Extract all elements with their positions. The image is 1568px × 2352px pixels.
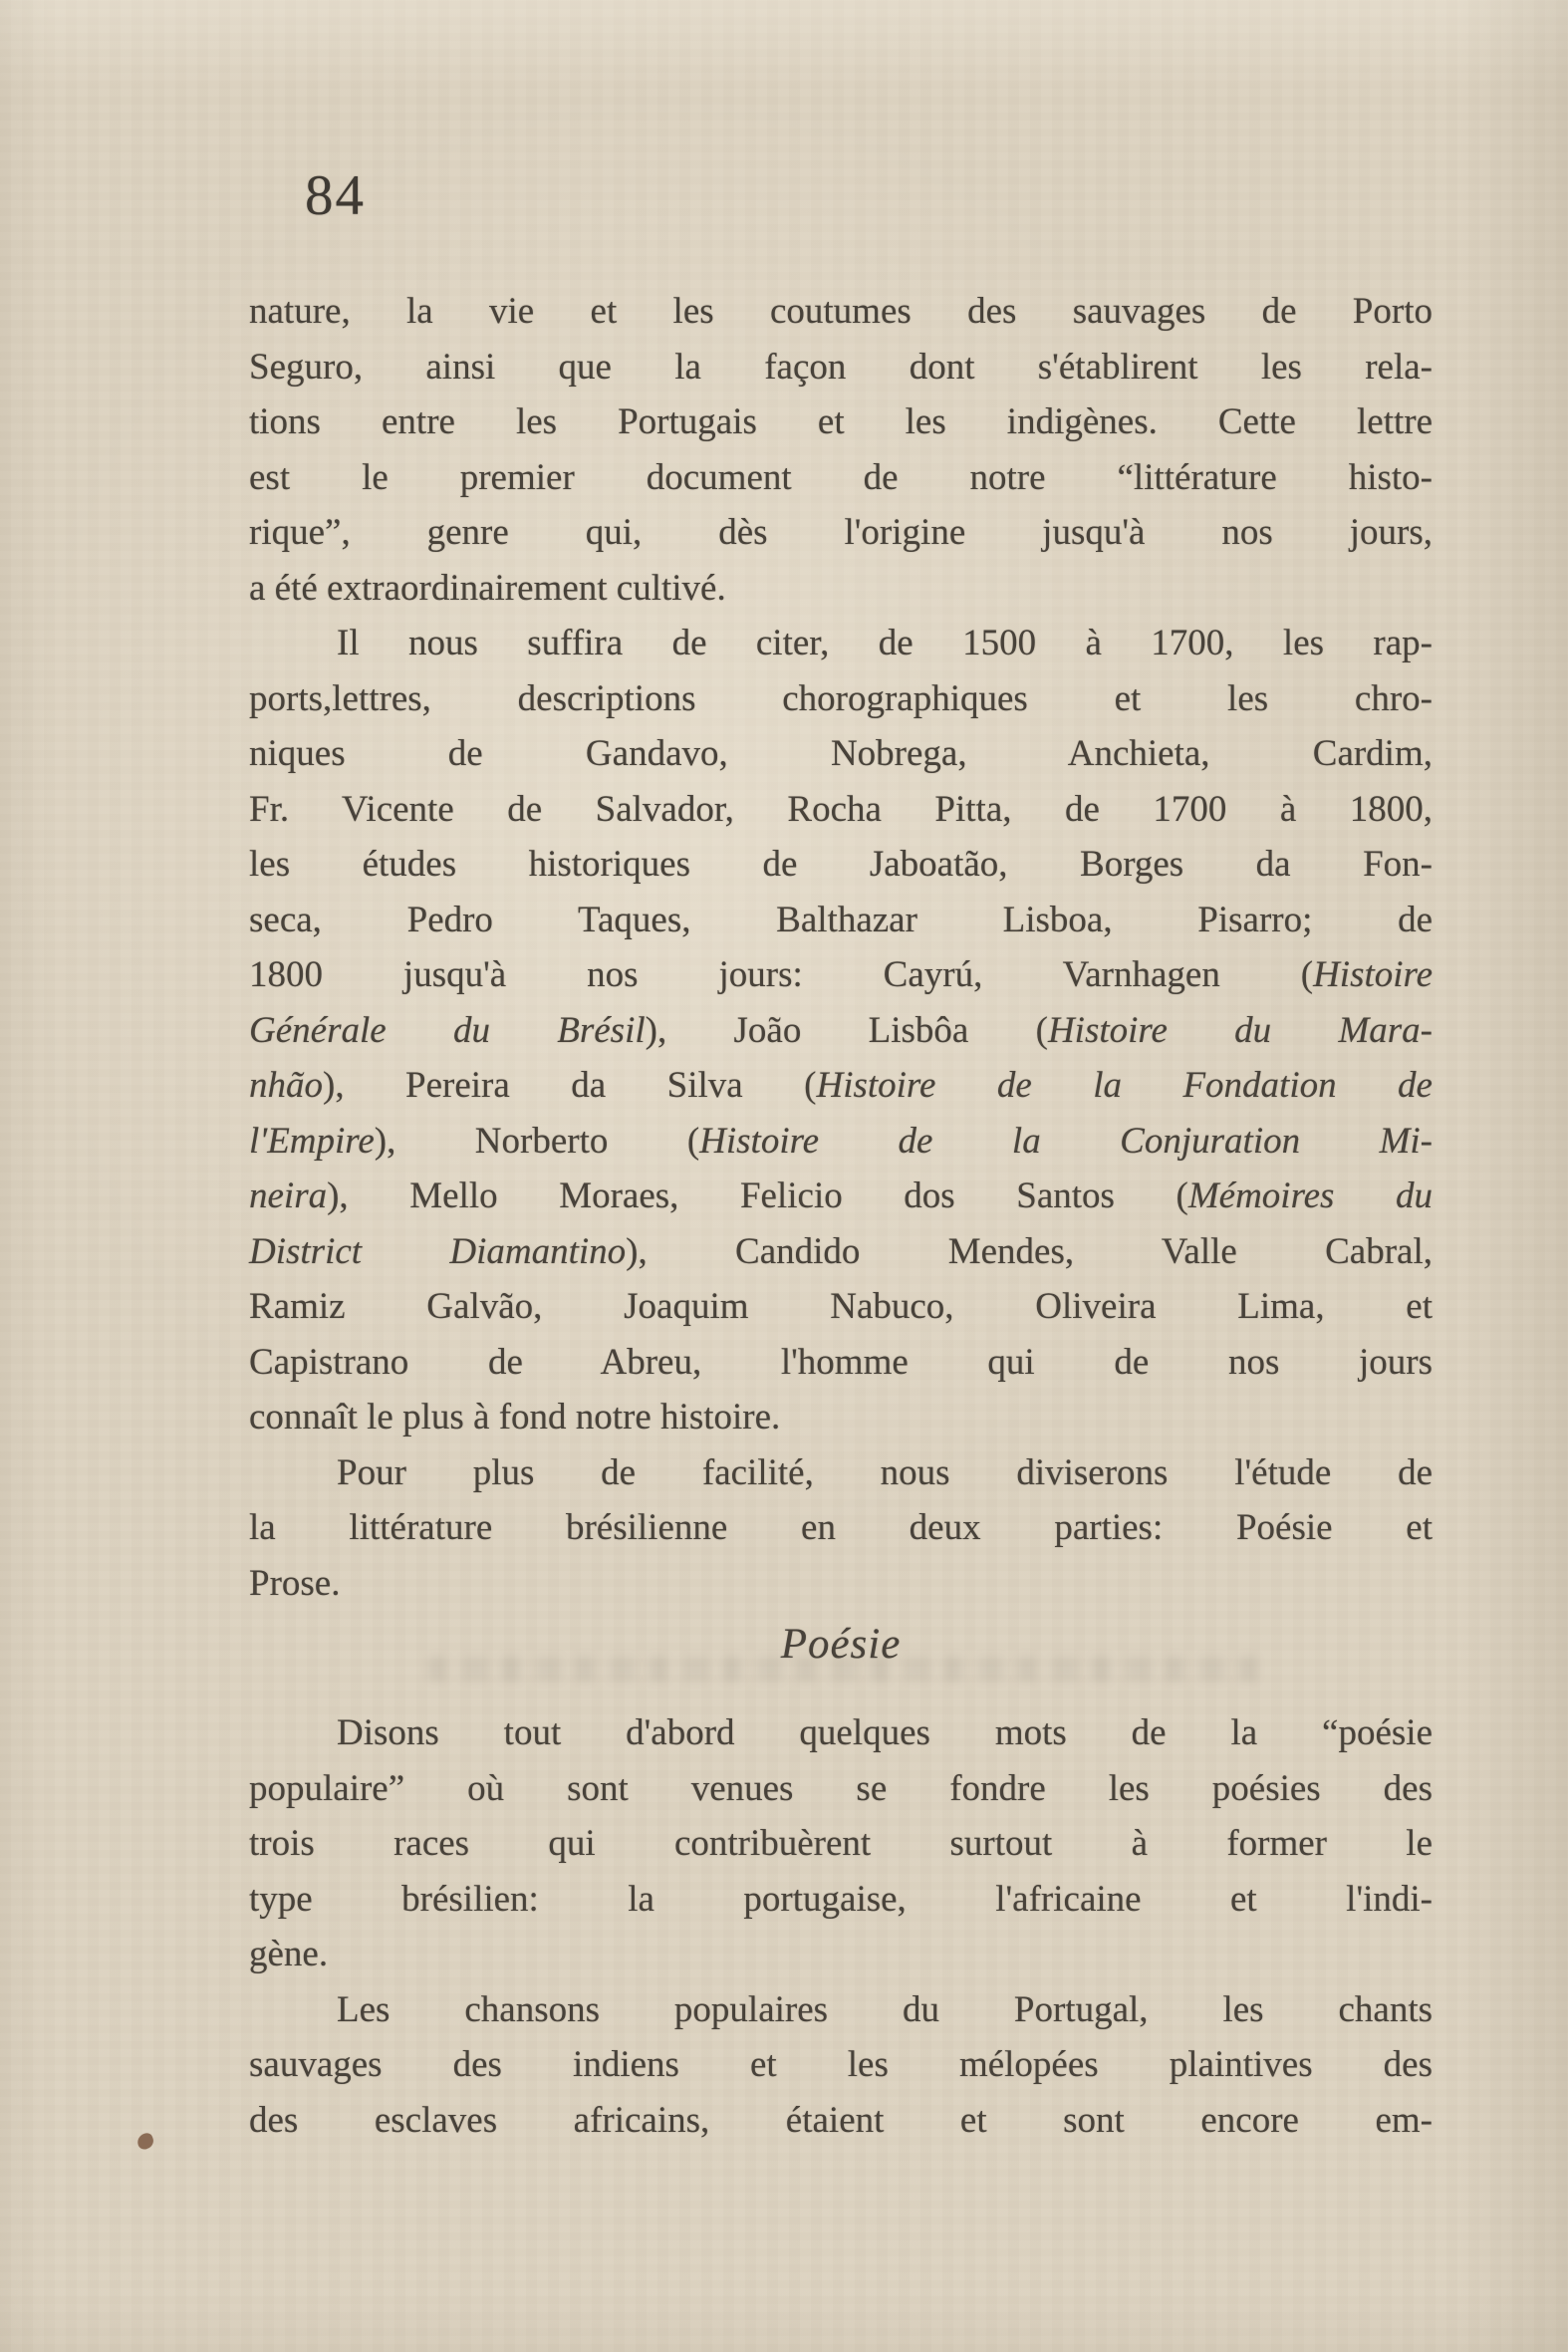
text-line <box>249 394 1433 450</box>
para-intro <box>249 284 1433 616</box>
text-segment: ), João Lisbôa ( <box>645 1009 1048 1051</box>
text-segment: Ramiz Galvão, Joaquim Nabuco, Oliveira Lima, et <box>249 1286 1433 1327</box>
text-line <box>249 782 1433 838</box>
text-segment: Prose. <box>249 1562 341 1604</box>
text-segment: niques de Gandavo, Nobrega, Anchieta, Cardim, <box>249 733 1433 774</box>
text-line <box>249 1003 1433 1059</box>
para-citations <box>249 616 1433 1445</box>
text-line <box>249 284 1433 340</box>
text-segment: gène. <box>249 1934 329 1974</box>
bleed-through-band <box>428 1656 1265 1682</box>
text-line <box>249 837 1433 893</box>
text-line <box>249 1556 1433 1612</box>
text-segment: Disons tout d'abord quelques mots de la “poésie <box>337 1712 1433 1753</box>
text-segment: Les chansons populaires du Portugal, les chants <box>337 1988 1433 2030</box>
text-segment: Capistrano de Abreu, l'homme qui de nos jours <box>249 1341 1433 1383</box>
text-line <box>249 561 1433 617</box>
text-line <box>249 1390 1433 1445</box>
text-segment: des esclaves africains, étaient et sont encore em- <box>249 2099 1433 2141</box>
text-segment: connaît le plus à fond notre histoire. <box>249 1397 781 1437</box>
text-line <box>249 1114 1433 1170</box>
text-line <box>249 2037 1433 2093</box>
text-line <box>249 1761 1433 1817</box>
text-segment: Fr. Vicente de Salvador, Rocha Pitta, de 1700 à 1800, <box>249 788 1433 830</box>
text-segment: ports,lettres, descriptions chorographiques et les chro- <box>249 677 1433 719</box>
page-text <box>249 284 1433 2148</box>
text-segment: Histoire de la Conjuration Mi- <box>699 1120 1433 1162</box>
text-segment: 1800 jusqu'à nos jours: Cayrú, Varnhagen ( <box>249 954 1314 995</box>
text-line <box>249 616 1433 671</box>
text-line <box>249 450 1433 506</box>
text-segment: rique”, genre qui, dès l'origine jusqu'à nos jours, <box>249 512 1433 553</box>
text-line <box>249 1279 1433 1335</box>
text-segment: District Diamantino <box>249 1230 627 1272</box>
text-line <box>249 1816 1433 1872</box>
text-line <box>249 726 1433 782</box>
text-segment: ), Pereira da Silva ( <box>323 1065 817 1106</box>
text-line <box>249 947 1433 1003</box>
text-segment: Pour plus de facilité, nous diviserons l'étude de <box>337 1451 1433 1493</box>
text-line <box>249 893 1433 948</box>
text-line <box>249 505 1433 561</box>
text-line <box>249 340 1433 395</box>
text-segment: seca, Pedro Taques, Balthazar Lisboa, Pisarro; de <box>249 899 1433 940</box>
text-line <box>249 1335 1433 1391</box>
text-segment: l'Empire <box>249 1120 375 1162</box>
text-segment: les études historiques de Jaboatão, Borges da Fon- <box>249 844 1433 885</box>
text-line <box>249 1058 1433 1114</box>
text-line <box>249 1872 1433 1928</box>
text-segment: est le premier document de notre “littérature histo- <box>249 456 1433 498</box>
text-segment: neira <box>249 1176 328 1216</box>
text-segment: Histoire <box>1313 954 1433 995</box>
text-line <box>249 1982 1433 2038</box>
text-segment: Mémoires du <box>1187 1176 1434 1216</box>
text-segment: Générale du Brésil <box>249 1009 646 1051</box>
text-segment: Il nous suffira de citer, de 1500 à 1700, les rap- <box>337 623 1433 663</box>
section-heading-poesie: Poésie <box>780 1621 902 1668</box>
para-division <box>249 1445 1433 1612</box>
text-segment: a été extraordinairement cultivé. <box>249 567 726 609</box>
text-segment: Seguro, ainsi que la façon dont s'établirent les rela- <box>249 346 1433 388</box>
para-poesie-populaire <box>249 1705 1433 1982</box>
text-line <box>249 1445 1433 1501</box>
text-line <box>249 1169 1433 1224</box>
text-segment: ), Norberto ( <box>374 1120 700 1162</box>
text-segment: nature, la vie et les coutumes des sauvages de Porto <box>249 291 1433 332</box>
para-chansons <box>249 1982 1433 2149</box>
text-segment: populaire” où sont venues se fondre les poésies des <box>249 1767 1433 1809</box>
ink-speck <box>135 2132 155 2152</box>
text-segment: trois races qui contribuèrent surtout à former le <box>249 1823 1433 1864</box>
text-line <box>249 1927 1433 1982</box>
text-segment: la littérature brésilienne en deux parties: Poésie et <box>249 1507 1433 1548</box>
text-segment: sauvages des indiens et les mélopées plaintives des <box>249 2044 1433 2085</box>
text-line <box>249 1224 1433 1280</box>
text-segment: Histoire de la Fondation de <box>816 1065 1433 1106</box>
text-segment: ), Mello Moraes, Felicio dos Santos ( <box>327 1176 1188 1216</box>
text-segment: nhão <box>249 1065 323 1106</box>
text-segment: type brésilien: la portugaise, l'africaine et l'indi- <box>249 1878 1433 1920</box>
text-segment: ), Candido Mendes, Valle Cabral, <box>626 1230 1433 1272</box>
text-segment: tions entre les Portugais et les indigènes. Cette lettre <box>249 401 1433 442</box>
text-line <box>249 1500 1433 1556</box>
page-number: 84 <box>305 164 366 227</box>
text-line <box>249 2093 1433 2149</box>
text-line <box>249 671 1433 727</box>
text-line <box>249 1705 1433 1761</box>
text-segment: Histoire du Mara- <box>1047 1009 1433 1051</box>
